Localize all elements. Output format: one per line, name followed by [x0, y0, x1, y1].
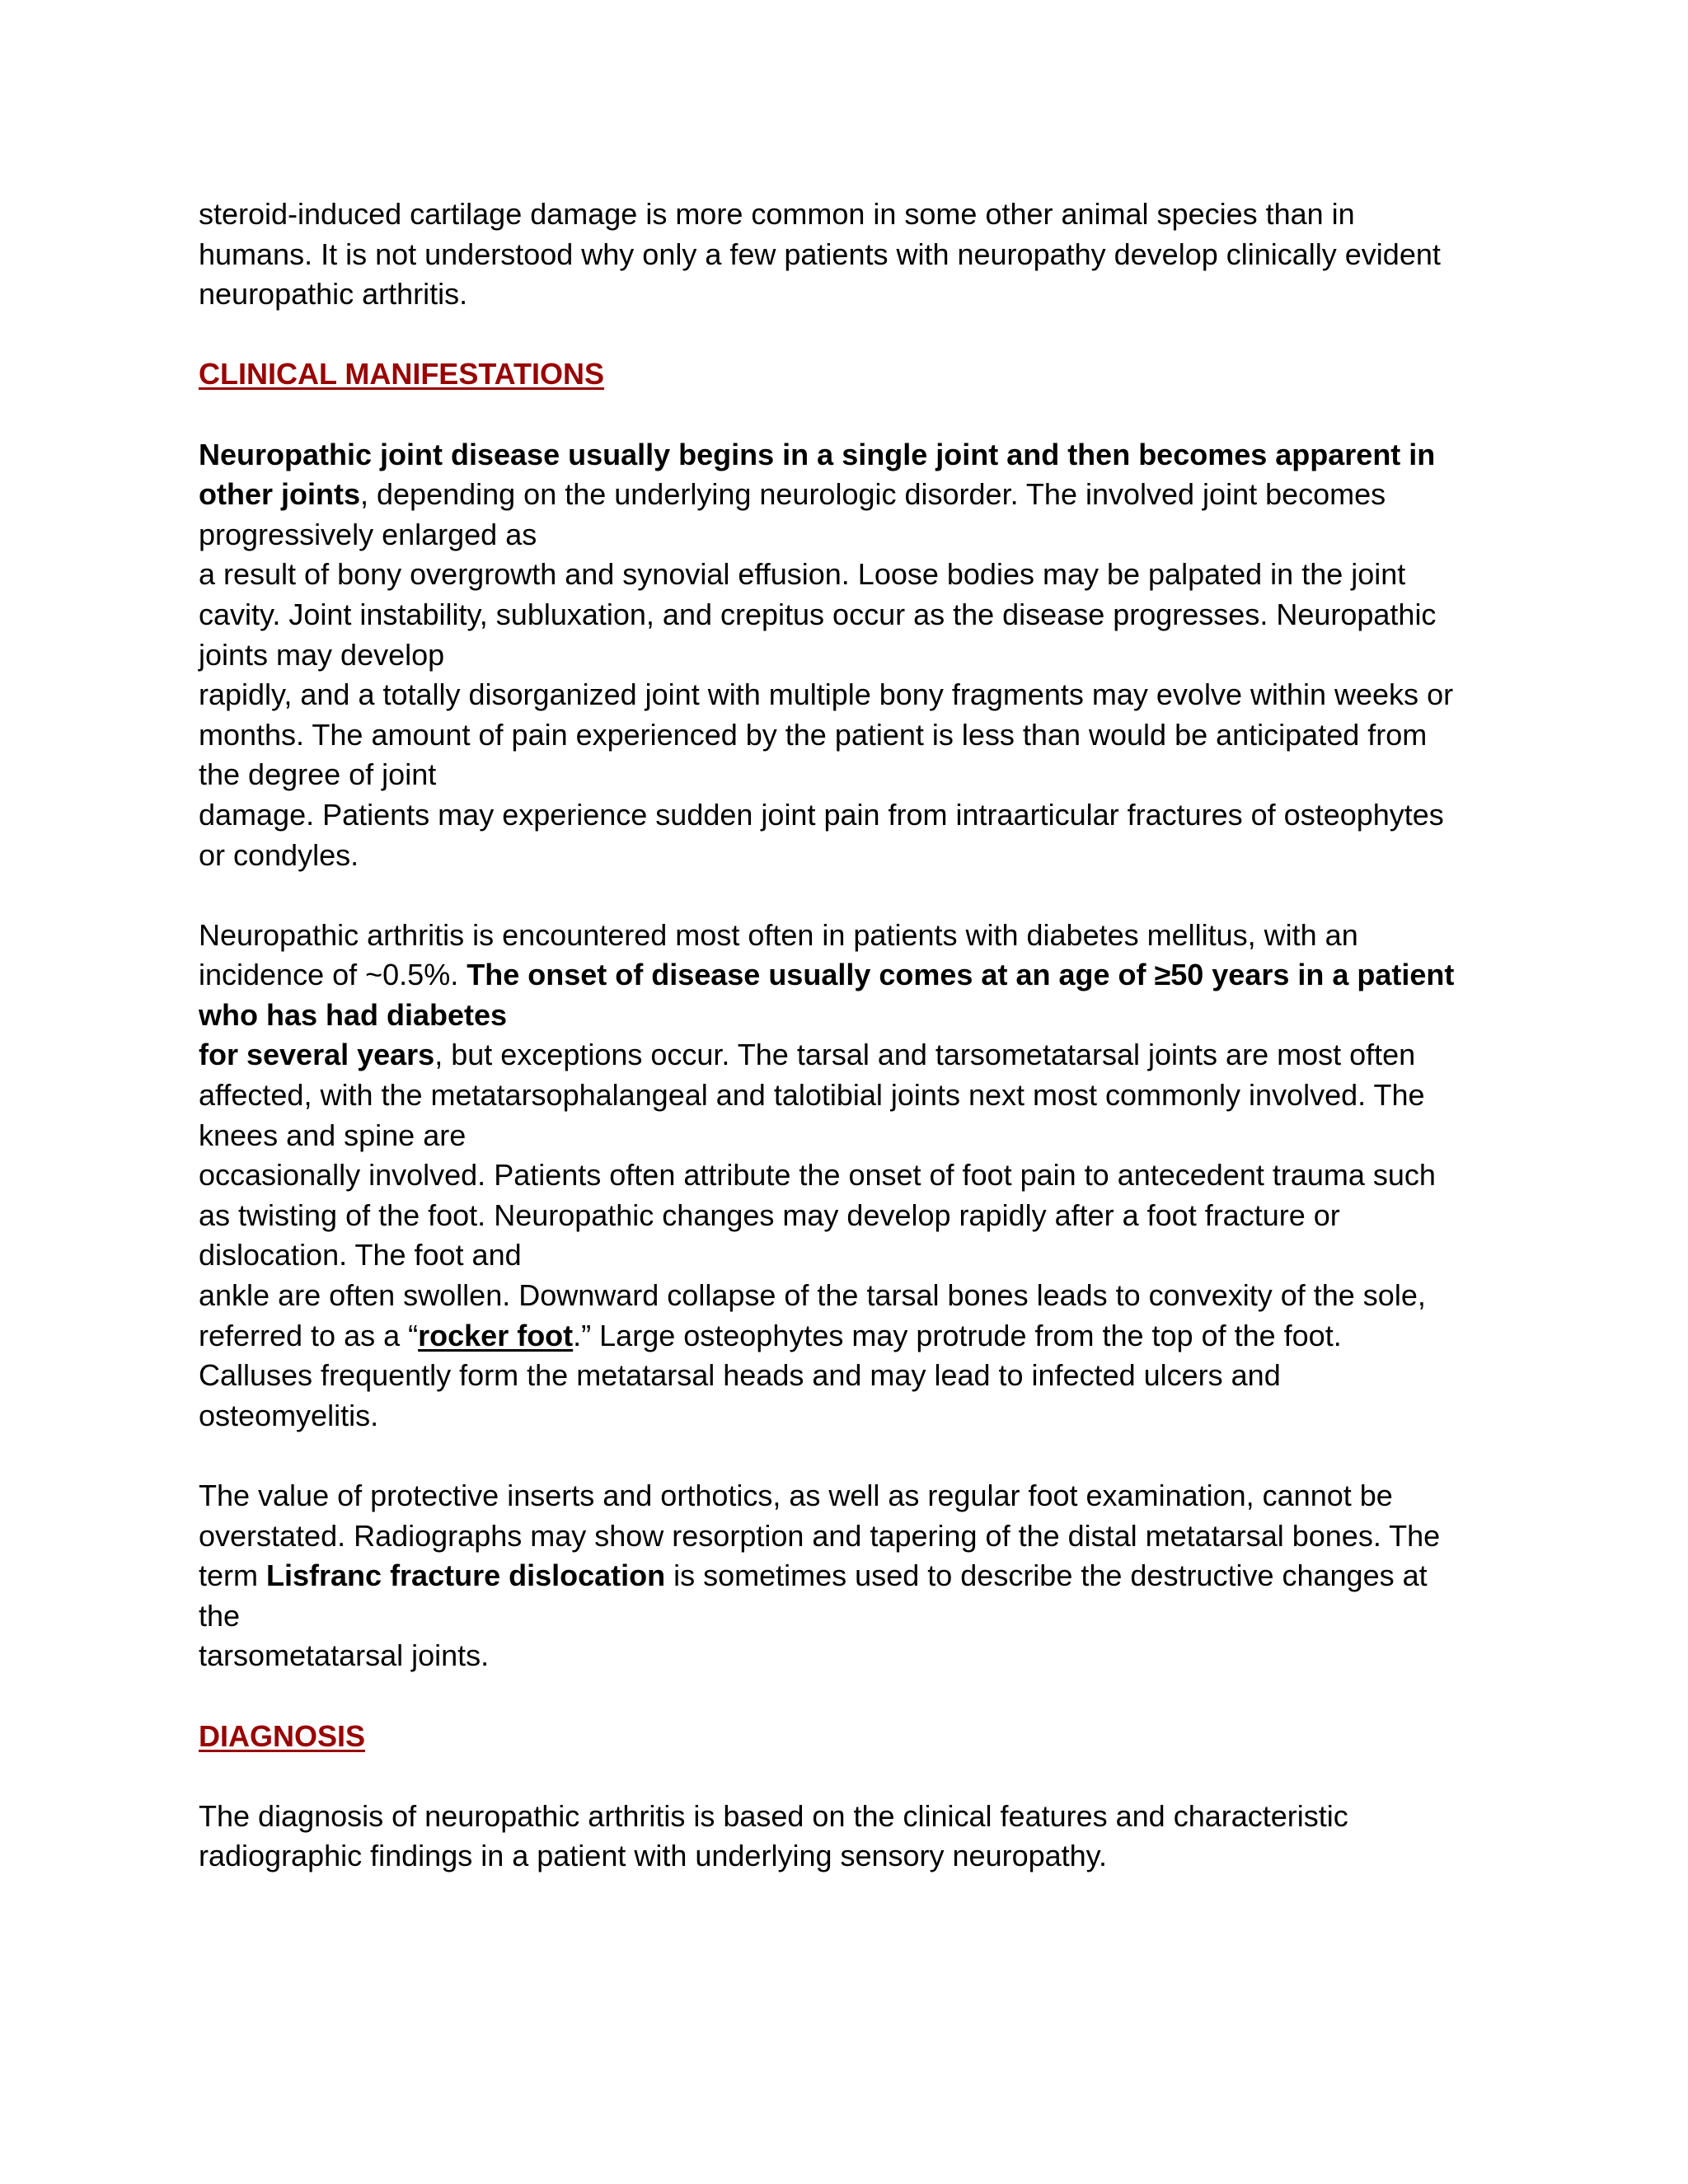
text-line: the degree of joint: [199, 757, 437, 792]
text-line: who has had diabetes: [199, 997, 508, 1032]
bold-phrase: for several years: [199, 1038, 435, 1072]
clinical-manifestations-heading: CLINICAL MANIFESTATIONS: [199, 357, 604, 391]
text-line: Calluses frequently form the metatarsal heads and may lead to infected ulcers and: [199, 1358, 1281, 1393]
text-line: tarsometatarsal joints.: [199, 1638, 490, 1673]
text-line: damage. Patients may experience sudden joint pain from intraarticular fractures of osteophytes: [199, 797, 1444, 832]
rocker-foot-term: rocker foot: [418, 1318, 574, 1352]
text-line: dislocation. The foot and: [199, 1238, 522, 1272]
text-line: ankle are often swollen. Downward collapse of the tarsal bones leads to convexity of the sole,: [199, 1278, 1426, 1313]
text-line: cavity. Joint instability, subluxation, and crepitus occur as the disease progresses. Neuropathic: [199, 597, 1437, 631]
text-line: as twisting of the foot. Neuropathic changes may develop rapidly after a foot fracture or: [199, 1197, 1340, 1232]
text-line: Neuropathic joint disease usually begins in a single joint and then becomes apparent in: [199, 437, 1436, 471]
text-line: [199, 1556, 1501, 1596]
text-line: steroid-induced cartilage damage is more common in some other animal species than in: [199, 197, 1355, 231]
clinical-paragraph-2: [199, 916, 1501, 1436]
text-line: the: [199, 1598, 241, 1633]
text-line: [199, 955, 1501, 996]
diagnosis-heading: DIAGNOSIS: [199, 1718, 366, 1753]
text-segment: incidence of ~0.5%.: [199, 958, 467, 992]
text-line: [199, 475, 1501, 515]
text-segment: , depending on the underlying neurologic disorder. The involved joint becomes: [360, 477, 1386, 512]
text-line: [199, 1316, 1501, 1357]
text-line: occasionally involved. Patients often attribute the onset of foot pain to antecedent trauma such: [199, 1158, 1436, 1193]
text-segment: referred to as a “: [199, 1318, 419, 1352]
intro-paragraph: [199, 194, 1501, 315]
text-segment: , but exceptions occur. The tarsal and tarsometatarsal joints are most often: [434, 1038, 1416, 1072]
text-line: progressively enlarged as: [199, 517, 537, 551]
text-line: The diagnosis of neuropathic arthritis is based on the clinical features and characteristic: [199, 1798, 1348, 1833]
lisfranc-term: Lisfranc fracture dislocation: [266, 1558, 666, 1593]
clinical-paragraph-3: [199, 1476, 1501, 1676]
text-line: affected, with the metatarsophalangeal and talotibial joints next most commonly involved. The: [199, 1078, 1425, 1113]
text-line: [199, 1035, 1501, 1076]
text-segment: .” Large osteophytes may protrude from the top of the foot.: [573, 1318, 1342, 1352]
text-line: radiographic findings in a patient with underlying sensory neuropathy.: [199, 1839, 1108, 1873]
text-line: knees and spine are: [199, 1118, 467, 1152]
text-segment: term: [199, 1558, 267, 1593]
text-line: joints may develop: [199, 637, 445, 672]
text-line: neuropathic arthritis.: [199, 277, 468, 312]
bold-phrase: The onset of disease usually comes at an age of ≥50 years in a patient: [467, 958, 1455, 992]
text-segment: is sometimes used to describe the destructive changes at: [665, 1558, 1428, 1593]
text-line: overstated. Radiographs may show resorption and tapering of the distal metatarsal bones. The: [199, 1518, 1441, 1553]
diagnosis-paragraph: [199, 1797, 1501, 1877]
text-line: or condyles.: [199, 837, 359, 872]
text-line: rapidly, and a totally disorganized joint with multiple bony fragments may evolve within weeks or: [199, 677, 1454, 712]
document-page: [199, 194, 1501, 1877]
text-line: The value of protective inserts and orthotics, as well as regular foot examination, cannot be: [199, 1479, 1393, 1512]
text-line: months. The amount of pain experienced by the patient is less than would be anticipated from: [199, 717, 1428, 752]
clinical-paragraph-1: [199, 435, 1501, 876]
text-line: a result of bony overgrowth and synovial effusion. Loose bodies may be palpated in the joint: [199, 557, 1406, 592]
text-line: Neuropathic arthritis is encountered most often in patients with diabetes mellitus, with an: [199, 917, 1358, 952]
text-line: humans. It is not understood why only a few patients with neuropathy develop clinically evident: [199, 237, 1441, 271]
bold-phrase: other joints: [199, 477, 360, 512]
text-line: osteomyelitis.: [199, 1398, 379, 1432]
